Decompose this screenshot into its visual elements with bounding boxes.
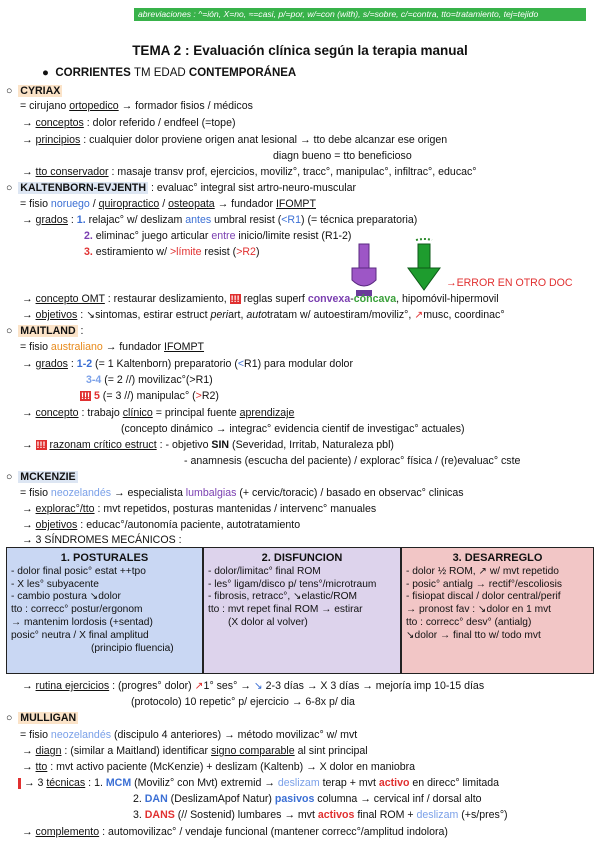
box-line: - X les° subyacente: [11, 578, 99, 590]
box-line: - dolor/limitac° final ROM: [208, 565, 321, 577]
cyriax-line2: → conceptos : dolor referido / endfeel (=tope): [22, 117, 236, 129]
box-line: posic° neutra / X final amplitud: [11, 629, 149, 641]
page-title: TEMA 2 : Evaluación clínica según la terapia manual: [132, 43, 468, 58]
kalt-grados-3: 3. estiramiento w/ >límite resist (>R2): [84, 246, 260, 258]
mulligan-tto: → tto : mvt activo paciente (McKenzie) + deslizam (Kaltenb) → X dolor en maniobra: [22, 761, 416, 773]
box-line: tto : correcc° postur/ergonom: [11, 604, 143, 616]
box-line: - dolor ½ ROM, ↗ w/ mvt repetido: [406, 565, 559, 577]
cyriax-name: CYRIAX: [20, 85, 61, 97]
mckenzie-name: MCKENZIE: [20, 471, 76, 483]
heading-b: TM EDAD: [133, 67, 186, 79]
mulligan-title: ○ MULLIGAN: [6, 712, 77, 724]
box-line: (X dolor al volver): [228, 616, 308, 628]
maitland-title: ○ MAITLAND :: [6, 325, 84, 337]
concave-bone-icon: [408, 239, 440, 290]
mulligan-tecnicas-3: 3. DANS (// Sostenid) lumbares → mvt activos final ROM + deslizam (+s/pres°): [133, 809, 508, 821]
mckenzie-line3: → objetivos : educac°/autonomía paciente, autotratamiento: [22, 519, 301, 531]
maitland-grados-2: 3-4 (= 2 //) movilizac°(>R1): [86, 374, 213, 386]
convex-bone-icon: [352, 244, 376, 296]
mckenzie-title: ○ MCKENZIE: [6, 471, 76, 483]
kalt-line1: = fisio noruego / quiropractico / osteopata → fundador IFOMPT: [20, 198, 316, 210]
mckenzie-line1: = fisio neozelandés → especialista lumbalgias (+ cervic/toracic) / basado en observac° clinicas: [20, 487, 464, 499]
syndrome-box-desarreglo: [401, 547, 594, 674]
mulligan-tecnicas-1: → 3 técnicas : 1. MCM (Moviliz° con Mvt) extremid → deslizam terap + mvt activo en direcc° limitada: [18, 777, 499, 790]
maitland-grados-1: → grados : 1-2 (= 1 Kaltenborn) preparatorio (<R1) para modular dolor: [22, 358, 353, 370]
marker-bar: [18, 778, 21, 789]
box-line: ↘dolor → final tto w/ todo mvt: [406, 629, 541, 641]
mulligan-diagn: → diagn : (similar a Maitland) identificar signo comparable al sint principal: [22, 745, 368, 757]
abbreviations-bar: abreviaciones : ^=ión, X=no, ≈=casi, p/=por, w/=con (with), s/=sobre, c/=contra, tto=tratamiento, tej=tejido: [134, 8, 586, 21]
box-title: 3. DESARREGLO: [452, 552, 543, 564]
kalt-omt: → concepto OMT : restaurar deslizamiento, !!! reglas superf convexa-cóncava, hipomóvil-hipermovil: [22, 293, 499, 305]
maitland-grados-3: !!! 5 (= 3 //) manipulac° (>R2): [81, 390, 219, 402]
heading-a: CORRIENTES: [55, 67, 131, 79]
box-line: - dolor final posic° estat ++tpo: [11, 565, 146, 577]
cyriax-line3: → principios : cualquier dolor proviene origen anat lesional → tto debe alcanzar ese origen: [22, 134, 448, 146]
box-line: - fibrosis, retracc°, ↘elastic/ROM: [208, 591, 358, 603]
error-note: →ERROR EN OTRO DOC: [446, 277, 573, 289]
mckenzie-line2: → explorac°/tto : mvt repetidos, posturas mantenidas / intervenc° manuales: [22, 503, 377, 515]
kalt-grados-1: → grados : 1. relajac° w/ deslizam antes umbral resist (<R1) (= técnica preparatoria): [22, 214, 418, 226]
maitland-concepto-2: (concepto dinámico → integrac° evidencia cientif de investigac° actuales): [121, 423, 465, 435]
maitland-name: MAITLAND: [20, 325, 76, 337]
kalt-name: KALTENBORN-EVJENTH: [20, 182, 147, 194]
box-line: - posic° antialg → rectif°/escoliosis: [406, 578, 562, 590]
maitland-razonam-2: - anamnesis (escucha del paciente) / explorac° física / (re)evaluac° cste: [184, 455, 521, 467]
kalt-objetivos: → objetivos : ↘sintomas, estirar estruct periart, autotratam w/ autoestiram/moviliz°, ↗musc, coordinac°: [22, 309, 505, 321]
mulligan-name: MULLIGAN: [20, 712, 77, 724]
box-line: - cambio postura ↘dolor: [11, 591, 121, 603]
maitland-razonam: → !!! razonam crítico estruct : - objetivo SIN (Severidad, Irritab, Naturaleza pbl): [22, 439, 394, 451]
kalt-title: ○ KALTENBORN-EVJENTH : evaluac° integral sist artro-neuro-muscular: [6, 182, 357, 194]
convex-concave-figure: [344, 238, 444, 298]
syndrome-box-posturales: [6, 547, 203, 674]
maitland-concepto: → concepto : trabajo clínico = principal fuente aprendizaje: [22, 407, 295, 419]
warning-badge: !!!: [230, 294, 240, 304]
maitland-line1: = fisio australiano → fundador IFOMPT: [20, 341, 205, 353]
heading-c: CONTEMPORÁNEA: [188, 67, 297, 79]
section-heading: ● CORRIENTES TM EDAD CONTEMPORÁNEA: [42, 67, 297, 79]
box-title: 2. DISFUNCION: [261, 552, 343, 564]
kalt-grados-2: 2. eliminac° juego articular entre inicio/limite resist (R1-2): [84, 230, 352, 242]
mulligan-tecnicas-2: 2. DAN (DeslizamApof Natur) pasivos columna → cervical inf / dorsal alto: [133, 793, 482, 805]
cyriax-title: ○ CYRIAX: [6, 85, 61, 97]
box-line: - fisiopat discal / dolor central/perif: [406, 591, 561, 603]
mulligan-complemento: → complemento : automovilizac° / vendaje funcional (mantener correcc°/amplitud indolora): [22, 826, 448, 838]
box-line: tto : correcc° desv° (antialg): [406, 616, 532, 628]
cyriax-line1: = cirujano ortopedico → formador fisios / médicos: [20, 100, 253, 112]
box-line: (principio fluencia): [91, 642, 174, 654]
mckenzie-line4: → 3 SÍNDROMES MECÁNICOS :: [22, 534, 182, 546]
box-title: 1. POSTURALES: [60, 552, 149, 564]
box-line: tto : mvt repet final ROM → estirar: [208, 604, 363, 616]
mulligan-line1: = fisio neozelandés (discipulo 4 anteriores) → método movilizac° w/ mvt: [20, 729, 358, 741]
cyriax-line4: diagn bueno = tto beneficioso: [273, 150, 412, 162]
box-line: → mantenim lordosis (+sentad): [11, 616, 153, 628]
box-line: → pronost fav : ↘dolor en 1 mvt: [406, 604, 551, 616]
mckenzie-rutina: → rutina ejercicios : (progres° dolor) ↗1° ses° → ↘ 2-3 días → X 3 días → mejoría imp 10-15 días: [22, 680, 485, 692]
mckenzie-rutina-2: (protocolo) 10 repetic° p/ ejercicio → 6-8x p/ dia: [131, 696, 355, 708]
cyriax-line5: → tto conservador : masaje transv prof, ejercicios, moviliz°, tracc°, manipulac°, infiltrac°, educac°: [22, 166, 477, 178]
syndrome-box-disfuncion: [203, 547, 401, 674]
box-line: - les° ligam/disco p/ tens°/microtraum: [208, 578, 377, 590]
